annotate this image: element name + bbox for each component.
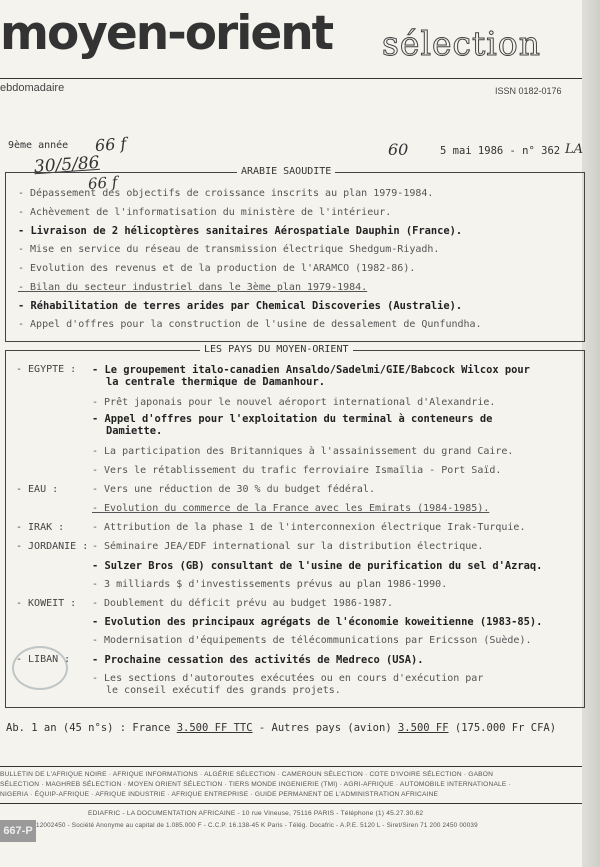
liban-item: - Prochaine cessation des activités de Medreco (USA). <box>92 654 424 666</box>
archive-tag: 667-P <box>0 820 36 842</box>
egypte-item: - Vers le rétablissement du trafic ferroviaire Ismaïlia - Port Saïd. <box>92 465 502 476</box>
liban-item: le conseil exécutif des grands projets. <box>106 685 341 696</box>
subscription-prefix: Ab. 1 an (45 n°s) : France <box>6 722 171 734</box>
saudi-item: - Evolution des revenus et de la production de l'ARAMCO (1982-86). <box>18 263 416 274</box>
issn: ISSN 0182-0176 <box>495 86 562 96</box>
jordanie-item: - 3 milliards $ d'investissements prévus au plan 1986-1990. <box>92 579 448 590</box>
initials: LA <box>565 142 584 157</box>
footer-company: 12002450 - Société Anonyme au capital de 1.085.000 F - C.C.P. 16.138-45 K Paris - Télég. Docafric - A.P.E. 5120 L - Siret/Siren 71 200 2450 00039 <box>36 822 478 829</box>
country-label-irak: - IRAK : <box>16 522 65 533</box>
country-label-koweit: - KOWEIT : <box>16 598 77 609</box>
page-number: 60 <box>388 140 409 159</box>
ink-stamp <box>12 646 71 690</box>
countries-section-title: LES PAYS DU MOYEN-ORIENT <box>200 344 353 355</box>
egypte-item: - La participation des Britanniques à l'assainissement du grand Caire. <box>92 446 514 457</box>
other-price: 3.500 FF <box>397 722 449 734</box>
footer-publications-line-3: NIGERIA · ÉQUIP-AFRIQUE · AFRIQUE INDUSTRIE · AFRIQUE ENTREPRISE · GUIDE PERMANENT DE L'ADMINISTRATION AFRICAINE <box>0 791 439 798</box>
france-price: 3.500 FF TTC <box>176 722 253 734</box>
koweit-item: - Doublement du déficit prévu au budget 1986-1987. <box>92 598 394 609</box>
country-label-liban: - LIBAN : <box>16 654 71 665</box>
irak-item: - Attribution de la phase 1 de l'interconnexion électrique Irak-Turquie. <box>92 522 526 533</box>
saudi-item: - Réhabilitation de terres arides par Chemical Discoveries (Australie). <box>18 300 463 312</box>
year-label: 9ème année <box>8 140 69 151</box>
koweit-item: - Evolution des principaux agrégats de l'économie koweitienne (1983-85). <box>92 616 543 628</box>
egypte-item: - Le groupement italo-canadien Ansaldo/Sadelmi/GIE/Babcock Wilcox pour <box>92 364 530 376</box>
subscription-line <box>6 722 556 734</box>
subscription-middle: - Autres pays (avion) <box>258 722 392 734</box>
eau-item: - Vers une réduction de 30 % du budget fédéral. <box>92 484 375 495</box>
handwritten-note-1: 66 f <box>94 133 127 156</box>
masthead-rule <box>0 78 582 79</box>
eau-item: - Evolution du commerce de la France avec les Emirats (1984-1985). <box>92 503 490 514</box>
issue-date: 5 mai 1986 - n° 362 <box>440 145 561 157</box>
egypte-item: - Prêt japonais pour le nouvel aéroport international d'Alexandrie. <box>92 397 496 408</box>
frequency-label: ebdomadaire <box>0 82 65 94</box>
footer-publications-line-2: SÉLECTION · MAGHREB SÉLECTION · MOYEN ORIENT SÉLECTION · TIERS MONDE INGENIERIE (TMI) · AGRI-AFRIQUE · AUTOMOBILE INTERNATIONALE · <box>0 781 511 788</box>
footer-publications-line-1: BULLETIN DE L'AFRIQUE NOIRE · AFRIQUE INFORMATIONS · ALGÉRIE SÉLECTION · CAMEROUN SÉLECTION · COTE D'IVOIRE SÉLECTION · GABON <box>0 771 494 778</box>
jordanie-item: - Séminaire JEA/EDF international sur la distribution électrique. <box>92 541 484 552</box>
country-label-egypte: - EGYPTE : <box>16 364 77 375</box>
country-label-eau: - EAU : <box>16 484 59 495</box>
footer-rule-mid <box>0 803 582 804</box>
masthead-title: moyen-orient <box>0 6 333 61</box>
handwritten-date: 30/5/86 <box>33 152 101 178</box>
jordanie-item: - Sulzer Bros (GB) consultant de l'usine de purification du sel d'Azraq. <box>92 560 543 572</box>
saudi-item: - Achèvement de l'informatisation du ministère de l'intérieur. <box>18 207 392 218</box>
subscription-suffix: (175.000 Fr CFA) <box>454 722 557 734</box>
saudi-item: - Mise en service du réseau de transmission électrique Shedgum-Riyadh. <box>18 244 440 255</box>
saudi-item: - Appel d'offres pour la construction de l'usine de dessalement de Qunfundha. <box>18 319 482 330</box>
saudi-item: - Bilan du secteur industriel dans le 3ème plan 1979-1984. <box>18 282 368 293</box>
saudi-item: - Dépassement des objectifs de croissance inscrits au plan 1979-1984. <box>18 188 434 199</box>
footer-publisher: EDIAFRIC - LA DOCUMENTATION AFRICAINE - 10 rue Vineuse, 75116 PARIS - Téléphone (1) 45.27.30.62 <box>88 810 424 817</box>
country-label-jordanie: - JORDANIE : <box>16 541 89 552</box>
egypte-item: la centrale thermique de Damanhour. <box>106 376 325 388</box>
saudi-section-title: ARABIE SAOUDITE <box>237 166 335 177</box>
egypte-item: - Appel d'offres pour l'exploitation du terminal à conteneurs de <box>92 413 493 425</box>
egypte-item: Damiette. <box>106 425 163 437</box>
masthead-subtitle: sélection <box>382 24 541 63</box>
saudi-item: - Livraison de 2 hélicoptères sanitaires Aérospatiale Dauphin (France). <box>18 225 463 237</box>
koweit-item: - Modernisation d'équipements de télécommunications par Ericsson (Suède). <box>92 635 532 646</box>
footer-rule-top <box>0 766 582 767</box>
liban-item: - Les sections d'autoroutes exécutées ou en cours d'exécution par <box>92 673 484 684</box>
handwritten-note-2: 66 f <box>87 172 119 194</box>
